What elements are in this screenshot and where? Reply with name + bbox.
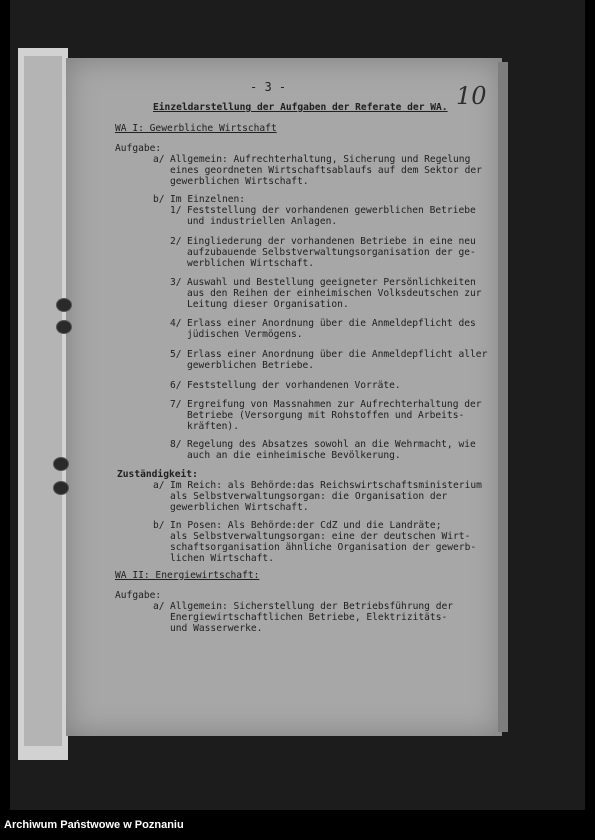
item-label: a/ xyxy=(153,480,165,491)
list-item-line: Erlass einer Anordnung über die Anmeldepflicht aller xyxy=(187,349,488,360)
list-item-line: Feststellung der vorhandenen Vorräte. xyxy=(187,380,401,391)
subheading: Im Einzelnen: xyxy=(170,194,246,205)
list-item-line: werblichen Wirtschaft. xyxy=(187,258,315,269)
list-item-line: und industriellen Anlagen. xyxy=(187,216,338,227)
list-item-line: Auswahl und Bestellung geeigneter Persönlichkeiten xyxy=(187,277,476,288)
document-title: Einzeldarstellung der Aufgaben der Referate der WA. xyxy=(153,102,448,113)
paragraph-line: Energiewirtschaftlichen Betriebe, Elektrizitäts- xyxy=(170,612,448,623)
list-number: 3/ xyxy=(170,277,182,288)
paragraph-line: Im Reich: als Behörde:das Reichswirtschaftsministerium xyxy=(170,480,482,491)
archive-credit: Archiwum Państwowe w Poznaniu xyxy=(4,819,184,831)
binder-hole xyxy=(53,457,69,471)
zustaendigkeit-label: Zuständigkeit: xyxy=(117,469,198,480)
binder-hole xyxy=(53,481,69,495)
paragraph-line: In Posen: Als Behörde:der CdZ und die Landräte; xyxy=(170,520,442,531)
list-number: 5/ xyxy=(170,349,182,360)
list-item-line: Erlass einer Anordnung über die Anmeldepflicht des xyxy=(187,318,476,329)
binder-hole xyxy=(56,320,72,334)
list-item-line: Eingliederung der vorhandenen Betriebe in eine neu xyxy=(187,236,476,247)
section-heading-wa2: WA II: Energiewirtschaft: xyxy=(115,570,260,581)
paragraph-line: als Selbstverwaltungsorgan: die Organisation der xyxy=(170,491,448,502)
paragraph-line: schaftsorganisation ähnliche Organisation der gewerb- xyxy=(170,542,477,553)
list-item-line: Feststellung der vorhandenen gewerblichen Betriebe xyxy=(187,205,476,216)
page-number: - 3 - xyxy=(250,80,287,94)
paragraph-line: Allgemein: Aufrechterhaltung, Sicherung und Regelung xyxy=(170,154,471,165)
aufgabe-label: Aufgabe: xyxy=(115,143,162,154)
item-label: b/ xyxy=(153,520,165,531)
paragraph-line: lichen Wirtschaft. xyxy=(170,553,274,564)
paragraph-line: gewerblichen Wirtschaft. xyxy=(170,176,309,187)
item-label: a/ xyxy=(153,154,165,165)
list-item-line: kräften). xyxy=(187,421,239,432)
list-item-line: aufzubauende Selbstverwaltungsorganisation der ge- xyxy=(187,247,476,258)
item-label: b/ xyxy=(153,194,165,205)
list-item-line: auch an die einheimische Bevölkerung. xyxy=(187,450,401,461)
list-number: 2/ xyxy=(170,236,182,247)
list-item-line: gewerblichen Betriebe. xyxy=(187,360,315,371)
binder-hole xyxy=(56,298,72,312)
list-item-line: Ergreifung von Massnahmen zur Aufrechterhaltung der xyxy=(187,399,482,410)
section-heading-wa1: WA I: Gewerbliche Wirtschaft xyxy=(115,123,277,134)
list-number: 8/ xyxy=(170,439,182,450)
page-edge xyxy=(498,62,508,732)
handwritten-folio-number: 10 xyxy=(456,82,487,110)
aufgabe-label: Aufgabe: xyxy=(115,590,162,601)
list-item-line: Betriebe (Versorgung mit Rohstoffen und Arbeits- xyxy=(187,410,465,421)
paragraph-line: als Selbstverwaltungsorgan: eine der deutschen Wirt- xyxy=(170,531,471,542)
list-number: 4/ xyxy=(170,318,182,329)
folder-backing-inner xyxy=(24,56,62,746)
paragraph-line: und Wasserwerke. xyxy=(170,623,263,634)
list-item-line: aus den Reihen der einheimischen Volksdeutschen zur xyxy=(187,288,482,299)
paragraph-line: Allgemein: Sicherstellung der Betriebsführung der xyxy=(170,601,454,612)
item-label: a/ xyxy=(153,601,165,612)
paragraph-line: eines geordneten Wirtschaftsablaufs auf dem Sektor der xyxy=(170,165,482,176)
list-number: 7/ xyxy=(170,399,182,410)
list-item-line: jüdischen Vermögens. xyxy=(187,329,303,340)
list-item-line: Leitung dieser Organisation. xyxy=(187,299,349,310)
list-item-line: Regelung des Absatzes sowohl an die Wehrmacht, wie xyxy=(187,439,476,450)
paragraph-line: gewerblichen Wirtschaft. xyxy=(170,502,309,513)
list-number: 6/ xyxy=(170,380,182,391)
list-number: 1/ xyxy=(170,205,182,216)
